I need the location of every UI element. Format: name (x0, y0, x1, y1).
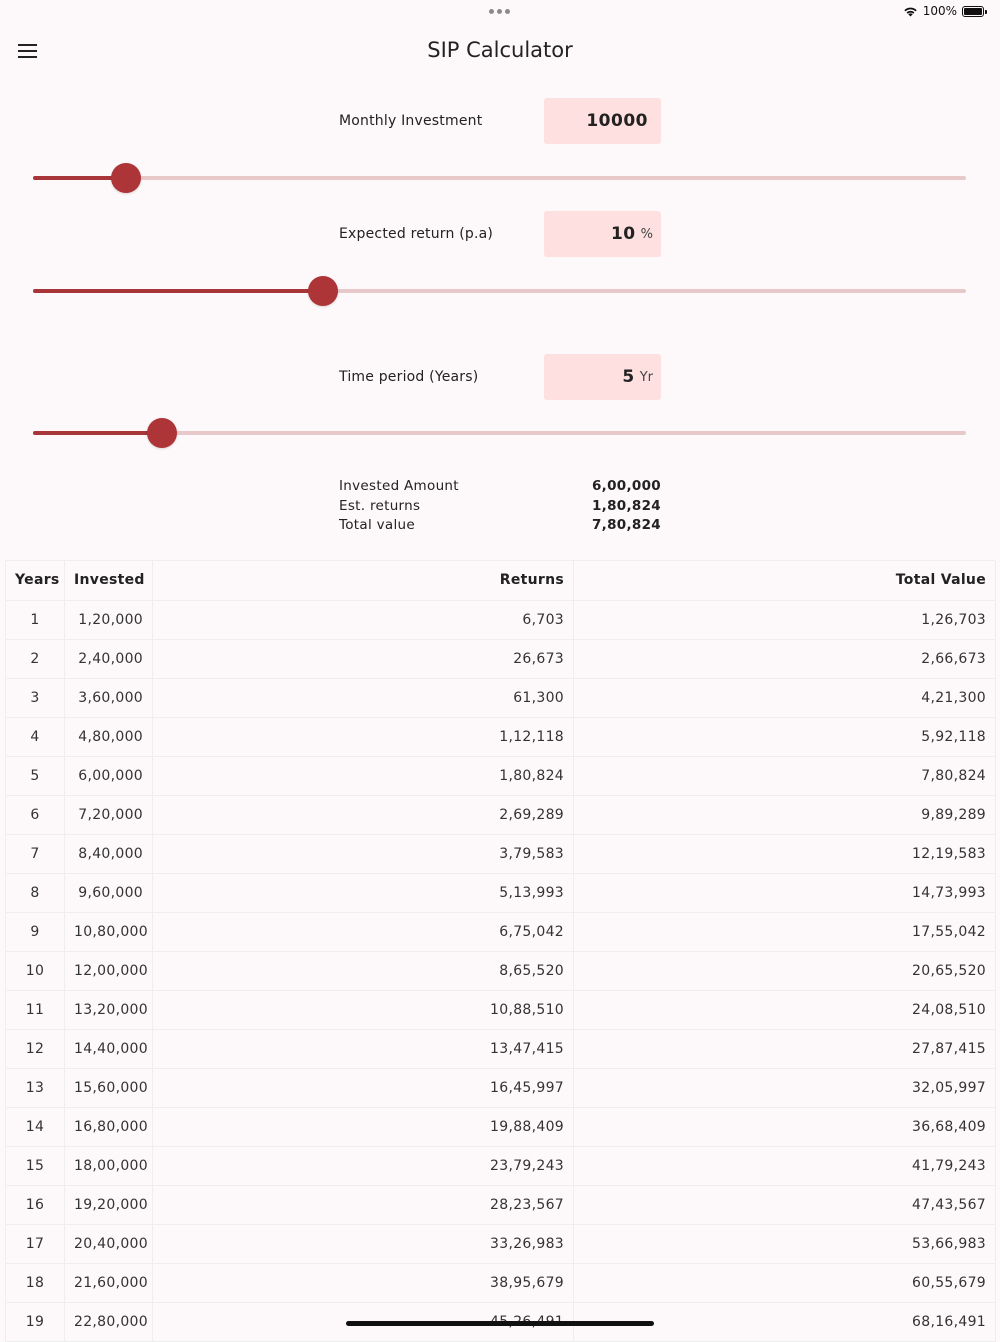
table-row (6, 1068, 996, 1107)
wifi-icon (903, 6, 918, 17)
monthly-investment-slider[interactable] (33, 163, 966, 193)
cell-year: 7 (6, 834, 65, 873)
cell-invested: 12,00,000 (65, 951, 153, 990)
cell-invested: 8,40,000 (65, 834, 153, 873)
est-returns-value: 1,80,824 (591, 497, 661, 514)
cell-year: 10 (6, 951, 65, 990)
cell-returns: 3,79,583 (153, 834, 574, 873)
cell-returns: 1,12,118 (153, 717, 574, 756)
slider-fill (33, 289, 323, 293)
table-row (6, 912, 996, 951)
summary-returns-row (339, 498, 661, 518)
cell-year: 16 (6, 1185, 65, 1224)
cell-returns: 38,95,679 (153, 1263, 574, 1302)
expected-return-label: Expected return (p.a) (339, 226, 494, 242)
summary-invested-row (339, 478, 661, 498)
table-row (6, 678, 996, 717)
time-period-label: Time period (Years) (339, 369, 479, 385)
table-body (6, 600, 996, 1341)
cell-total-value: 68,16,491 (574, 1302, 996, 1341)
cell-year: 9 (6, 912, 65, 951)
cell-invested: 7,20,000 (65, 795, 153, 834)
app-bar (0, 24, 1000, 80)
cell-returns: 61,300 (153, 678, 574, 717)
cell-returns: 6,75,042 (153, 912, 574, 951)
status-indicators (903, 4, 984, 18)
cell-total-value: 12,19,583 (574, 834, 996, 873)
cell-returns: 10,88,510 (153, 990, 574, 1029)
cell-returns: 6,703 (153, 600, 574, 639)
cell-year: 13 (6, 1068, 65, 1107)
cell-invested: 16,80,000 (65, 1107, 153, 1146)
cell-year: 15 (6, 1146, 65, 1185)
cell-year: 18 (6, 1263, 65, 1302)
cell-year: 12 (6, 1029, 65, 1068)
monthly-investment-value: 10000 (586, 111, 648, 131)
column-header-invested: Invested (65, 561, 153, 600)
cell-total-value: 9,89,289 (574, 795, 996, 834)
cell-total-value: 27,87,415 (574, 1029, 996, 1068)
cell-returns: 23,79,243 (153, 1146, 574, 1185)
column-header-total-value: Total Value (574, 561, 996, 600)
cell-year: 5 (6, 756, 65, 795)
expected-return-slider[interactable] (33, 276, 966, 306)
cell-returns: 16,45,997 (153, 1068, 574, 1107)
cell-returns: 26,673 (153, 639, 574, 678)
cell-invested: 4,80,000 (65, 717, 153, 756)
cell-invested: 2,40,000 (65, 639, 153, 678)
slider-fill (33, 431, 162, 435)
time-period-suffix: Yr (639, 369, 653, 385)
slider-thumb[interactable] (111, 163, 141, 193)
table-row (6, 1263, 996, 1302)
table-row (6, 951, 996, 990)
cell-invested: 18,00,000 (65, 1146, 153, 1185)
monthly-investment-label: Monthly Investment (339, 113, 483, 129)
total-value-value: 7,80,824 (591, 517, 661, 533)
cell-invested: 19,20,000 (65, 1185, 153, 1224)
battery-percent: 100% (922, 4, 957, 18)
table-row (6, 990, 996, 1029)
cell-year: 1 (6, 600, 65, 639)
cell-returns: 13,47,415 (153, 1029, 574, 1068)
cell-invested: 3,60,000 (65, 678, 153, 717)
monthly-investment-input[interactable] (544, 98, 661, 144)
time-period-value: 5 (622, 367, 635, 387)
expected-return-value: 10 (610, 224, 636, 244)
yearly-breakdown-table (5, 560, 995, 1342)
time-period-input[interactable] (544, 354, 661, 400)
cell-total-value: 24,08,510 (574, 990, 996, 1029)
status-bar (0, 0, 1000, 24)
table-row (6, 1146, 996, 1185)
table-row (6, 639, 996, 678)
table-row (6, 1185, 996, 1224)
cell-invested: 14,40,000 (65, 1029, 153, 1068)
cell-year: 3 (6, 678, 65, 717)
cell-year: 19 (6, 1302, 65, 1341)
cell-total-value: 1,26,703 (574, 600, 996, 639)
expected-return-input[interactable] (544, 211, 661, 257)
home-indicator[interactable] (346, 1321, 654, 1326)
time-period-slider[interactable] (33, 418, 966, 448)
cell-invested: 13,20,000 (65, 990, 153, 1029)
table-row (6, 834, 996, 873)
table-row (6, 795, 996, 834)
cell-invested: 6,00,000 (65, 756, 153, 795)
slider-thumb[interactable] (147, 418, 177, 448)
page-title: SIP Calculator (427, 38, 573, 62)
cell-year: 4 (6, 717, 65, 756)
est-returns-label: Est. returns (339, 497, 421, 514)
cell-year: 8 (6, 873, 65, 912)
cell-total-value: 14,73,993 (574, 873, 996, 912)
table-header-row (6, 561, 996, 600)
cell-invested: 21,60,000 (65, 1263, 153, 1302)
cell-invested: 15,60,000 (65, 1068, 153, 1107)
table-row (6, 1029, 996, 1068)
cell-returns: 1,80,824 (153, 756, 574, 795)
cell-year: 11 (6, 990, 65, 1029)
table-row (6, 717, 996, 756)
battery-icon (962, 6, 984, 17)
table-row (6, 756, 996, 795)
cell-total-value: 36,68,409 (574, 1107, 996, 1146)
cell-returns: 8,65,520 (153, 951, 574, 990)
cell-returns: 5,13,993 (153, 873, 574, 912)
table-row (6, 600, 996, 639)
summary-panel (339, 478, 661, 537)
cell-total-value: 47,43,567 (574, 1185, 996, 1224)
cell-total-value: 4,21,300 (574, 678, 996, 717)
slider-track (33, 176, 966, 180)
cell-total-value: 2,66,673 (574, 639, 996, 678)
cell-invested: 22,80,000 (65, 1302, 153, 1341)
table-row (6, 1107, 996, 1146)
table-row (6, 873, 996, 912)
column-header-years: Years (6, 561, 65, 600)
cell-total-value: 20,65,520 (574, 951, 996, 990)
multitasking-dots-icon[interactable] (489, 9, 510, 14)
cell-returns: 2,69,289 (153, 795, 574, 834)
cell-returns: 33,26,983 (153, 1224, 574, 1263)
cell-total-value: 60,55,679 (574, 1263, 996, 1302)
cell-invested: 9,60,000 (65, 873, 153, 912)
table-row (6, 1224, 996, 1263)
cell-year: 2 (6, 639, 65, 678)
cell-year: 17 (6, 1224, 65, 1263)
cell-total-value: 32,05,997 (574, 1068, 996, 1107)
column-header-returns: Returns (153, 561, 574, 600)
expected-return-suffix: % (640, 226, 653, 242)
slider-thumb[interactable] (308, 276, 338, 306)
cell-invested: 10,80,000 (65, 912, 153, 951)
invested-amount-value: 6,00,000 (591, 478, 661, 494)
cell-year: 14 (6, 1107, 65, 1146)
cell-total-value: 5,92,118 (574, 717, 996, 756)
cell-invested: 20,40,000 (65, 1224, 153, 1263)
cell-total-value: 17,55,042 (574, 912, 996, 951)
cell-total-value: 41,79,243 (574, 1146, 996, 1185)
cell-year: 6 (6, 795, 65, 834)
cell-invested: 1,20,000 (65, 600, 153, 639)
total-value-label: Total value (339, 517, 415, 533)
cell-returns: 19,88,409 (153, 1107, 574, 1146)
cell-total-value: 7,80,824 (574, 756, 996, 795)
summary-total-row (339, 517, 661, 537)
cell-returns: 28,23,567 (153, 1185, 574, 1224)
invested-amount-label: Invested Amount (339, 478, 459, 494)
cell-total-value: 53,66,983 (574, 1224, 996, 1263)
